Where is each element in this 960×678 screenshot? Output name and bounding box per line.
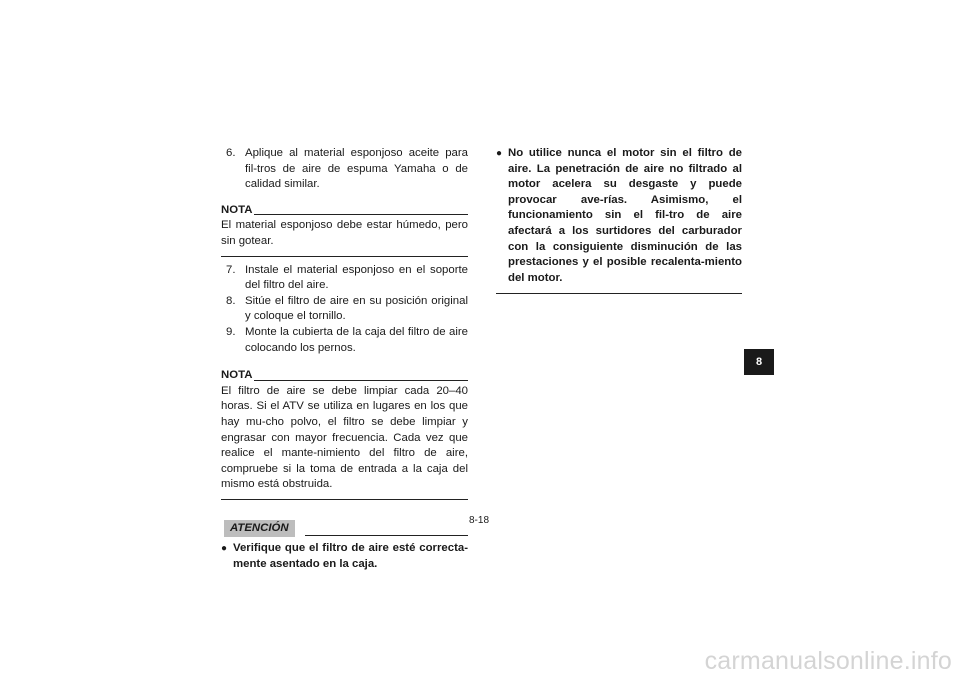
step-6 [221, 146, 468, 193]
note-heading-row [221, 368, 468, 384]
step-text: Sitúe el filtro de aire en su posición original y coloque el tornillo. [245, 294, 468, 323]
note-heading: NOTA [221, 203, 253, 216]
page-number: 8-18 [469, 515, 490, 526]
caution-label: ATENCIÓN [224, 520, 295, 538]
step-9 [221, 325, 468, 356]
step-number: 7. [226, 263, 236, 276]
chapter-tab: 8 [744, 349, 774, 375]
caution-item [496, 146, 742, 286]
caution-rule [305, 535, 468, 536]
note-text: El filtro de aire se debe limpiar cada 20–40 horas. Si el ATV se utiliza en lugares en los que hay mu-cho polvo, el filtro se debe limpiar y engrasar con mayor frecuencia. Cada vez que realice el mante-nimiento del filtro de aire, compruebe si la toma de entrada a la caja del mismo está obstruida. [221, 384, 468, 491]
caution-item-text: No utilice nunca el motor sin el filtro de aire. La penetración de aire no filtrado al motor acelera su desgaste y puede provocar ave-rías. Asimismo, el funcionamiento sin el fil-tro de aire afectará a los surtidores del carburador con la consiguiente disminución de las prestaciones y el posible recalenta-miento del motor. [508, 147, 742, 284]
step-text: Instale el material esponjoso en el soporte del filtro del aire. [245, 263, 468, 292]
step-text: Monte la cubierta de la caja del filtro de aire colocando los pernos. [245, 325, 468, 354]
bullet-icon: ● [221, 543, 228, 555]
note-heading: NOTA [221, 369, 253, 382]
note-end-rule [221, 499, 468, 500]
caution-item-text: Verifique que el filtro de aire esté correcta-mente asentado en la caja. [233, 542, 468, 571]
note-heading-row [221, 203, 468, 219]
step-number: 8. [226, 294, 236, 307]
caution-item [221, 541, 468, 572]
step-number: 6. [226, 147, 236, 159]
step-text: Aplique al material esponjoso aceite para fil-tros de aire de espuma Yamaha o de calidad similar. [245, 147, 468, 191]
watermark: carmanualsonline.info [704, 647, 952, 675]
note-text: El material esponjoso debe estar húmedo, pero sin gotear. [221, 219, 468, 247]
right-column [496, 146, 742, 294]
step-number: 9. [226, 325, 236, 338]
caution-end-rule [496, 293, 742, 294]
step-7 [221, 263, 468, 294]
note-2 [221, 368, 468, 500]
note-rule [254, 380, 468, 381]
bullet-icon: ● [496, 148, 503, 159]
left-column [221, 146, 468, 573]
step-8 [221, 294, 468, 325]
note-1 [221, 203, 468, 257]
note-end-rule [221, 256, 468, 257]
caution-heading-row [221, 520, 468, 538]
note-rule [254, 214, 468, 215]
